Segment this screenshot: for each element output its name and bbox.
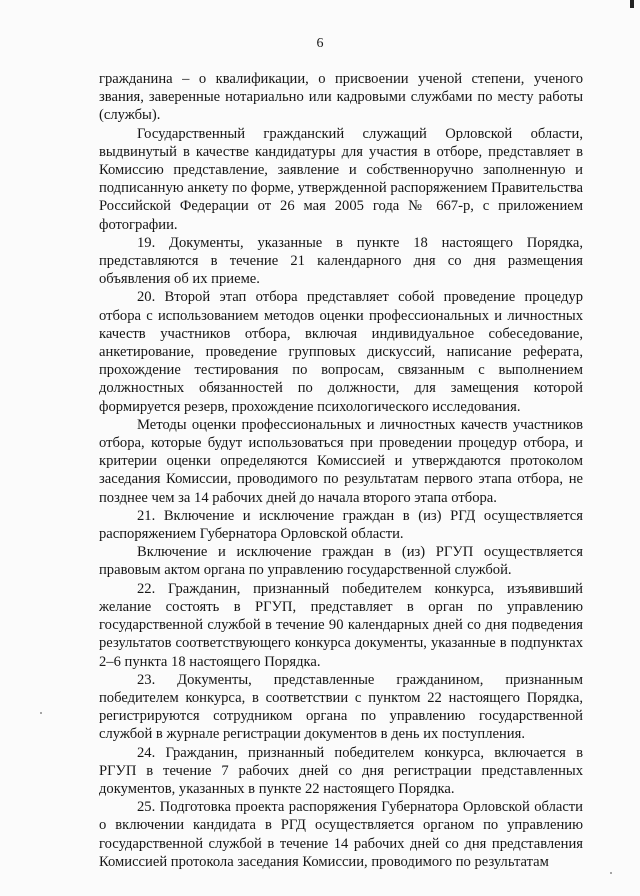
scan-speck xyxy=(610,872,612,874)
paragraph-20-methods: Методы оценки профессиональных и личностных качеств участников отбора, которые будут использоваться при проведении процедур отбора, и критерии оценки определяются Комиссией и утверждаются протоколом заседания Комиссии, проводимого по результатам первого этапа отбора, не позднее чем за 14 рабочих дней до начала второго этапа отбора. xyxy=(99,416,583,506)
paragraph-20: 20. Второй этап отбора представляет собой проведение процедур отбора с использованием методов оценки профессиональных и личностных качеств участников отбора, включая индивидуальное собеседование, анкетирование, проведение групповых дискуссий, написание реферата, прохождение тестирования по вопросам, связанным с выполнением должностных обязанностей по должности, для замещения которой формируется резерв, прохождение психологического исследования. xyxy=(99,289,583,415)
paragraph-22: 22. Гражданин, признанный победителем конкурса, изъявивший желание состоять в РГУП, представляет в орган по управлению государственной службой в течение 90 календарных дней со дня подведения результатов соответствующего конкурса документы, указанные в подпунктах 2–6 пункта 18 настоящего Порядка. xyxy=(99,580,583,670)
paragraph-25: 25. Подготовка проекта распоряжения Губернатора Орловской области о включении кандидата в РГД осуществляется органом по управлению государственной службой в течение 14 рабочих дней со дня представления Комиссией протокола заседания Комиссии, проводимого по результатам xyxy=(99,799,583,870)
page-number: 6 xyxy=(316,36,324,51)
paragraph-19: 19. Документы, указанные в пункте 18 настоящего Порядка, представляются в течение 21 календарного дня со дня размещения объявления об их приеме. xyxy=(99,234,583,288)
paragraph-21-rgup: Включение и исключение граждан в (из) РГУП осуществляется правовым актом органа по управлению государственной службой. xyxy=(99,544,583,579)
paragraph-civil-servant: Государственный гражданский служащий Орловской области, выдвинутый в качестве кандидатуры для участия в отборе, представляет в Комиссию представление, заявление и собственноручно заполненную и подписанную анкету по форме, утвержденной распоряжением Правительства Российской Федерации от 26 мая 2005 года № 667-р, с приложением фотографии. xyxy=(99,125,583,233)
scan-speck xyxy=(40,712,42,714)
document-body xyxy=(99,70,583,871)
paragraph-21: 21. Включение и исключение граждан в (из) РГД осуществляется распоряжением Губернатора Орловской области. xyxy=(99,507,583,543)
paragraph-23: 23. Документы, представленные гражданином, признанным победителем конкурса, в соответствии с пунктом 22 настоящего Порядка, регистрируются сотрудником органа по управлению государственной службой в журнале регистрации документов в день их поступления. xyxy=(99,671,583,743)
scan-corner-mark xyxy=(630,0,634,8)
paragraph-continuation: гражданина – о квалификации, о присвоении ученой степени, ученого звания, заверенные нотариально или кадровыми службами по месту работы (службы). xyxy=(99,71,583,124)
paragraph-24: 24. Гражданин, признанный победителем конкурса, включается в РГУП в течение 7 рабочих дней со дня регистрации представленных документов, указанных в пункте 22 настоящего Порядка. xyxy=(99,744,583,797)
